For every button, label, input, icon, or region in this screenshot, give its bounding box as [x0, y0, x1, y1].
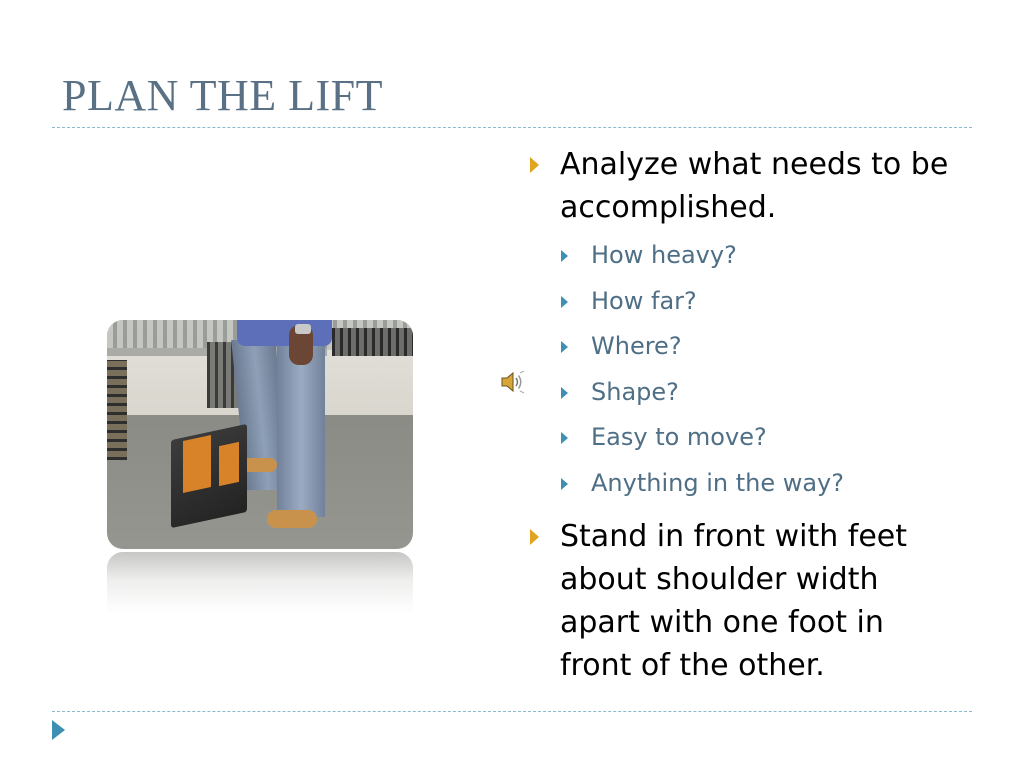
sub-bullet-text: How heavy?: [591, 241, 737, 269]
sub-bullet-list: [528, 233, 958, 507]
triangle-bullet-icon: [561, 250, 568, 262]
bullet-item: [528, 143, 958, 229]
triangle-bullet-icon: [561, 296, 568, 308]
bullet-text: Analyze what needs to be accomplished.: [560, 147, 949, 225]
triangle-bullet-icon: [561, 341, 568, 353]
sub-bullet-text: Where?: [591, 332, 682, 361]
sub-bullet-item: [528, 324, 958, 370]
triangle-bullet-icon: [530, 529, 539, 545]
sub-bullet-item: [528, 233, 958, 279]
sub-bullet-item: [528, 415, 958, 461]
bullet-list: [528, 143, 958, 687]
bullet-item: [528, 515, 958, 687]
triangle-bullet-icon: [530, 157, 539, 173]
sub-bullet-text: How far?: [591, 286, 697, 315]
sub-bullet-item: [528, 279, 958, 325]
speaker-icon[interactable]: [500, 369, 526, 395]
sub-bullet-text: Easy to move?: [591, 423, 767, 452]
sub-bullet-text: Shape?: [591, 377, 679, 406]
triangle-bullet-icon: [561, 478, 568, 490]
next-slide-icon[interactable]: [52, 720, 65, 740]
sub-bullet-text: Anything in the way?: [591, 468, 844, 497]
title-divider: [52, 127, 972, 128]
bullet-text: Stand in front with feet about shoulder width apart with one foot in front of the other.: [560, 518, 907, 683]
triangle-bullet-icon: [561, 387, 568, 399]
slide-title: PLAN THE LIFT: [62, 71, 384, 120]
triangle-bullet-icon: [561, 432, 568, 444]
footer-divider: [52, 711, 972, 712]
lifting-photo: [107, 320, 413, 549]
sub-bullet-item: [528, 461, 958, 507]
photo-reflection: [107, 552, 413, 614]
sub-bullet-item: [528, 370, 958, 416]
